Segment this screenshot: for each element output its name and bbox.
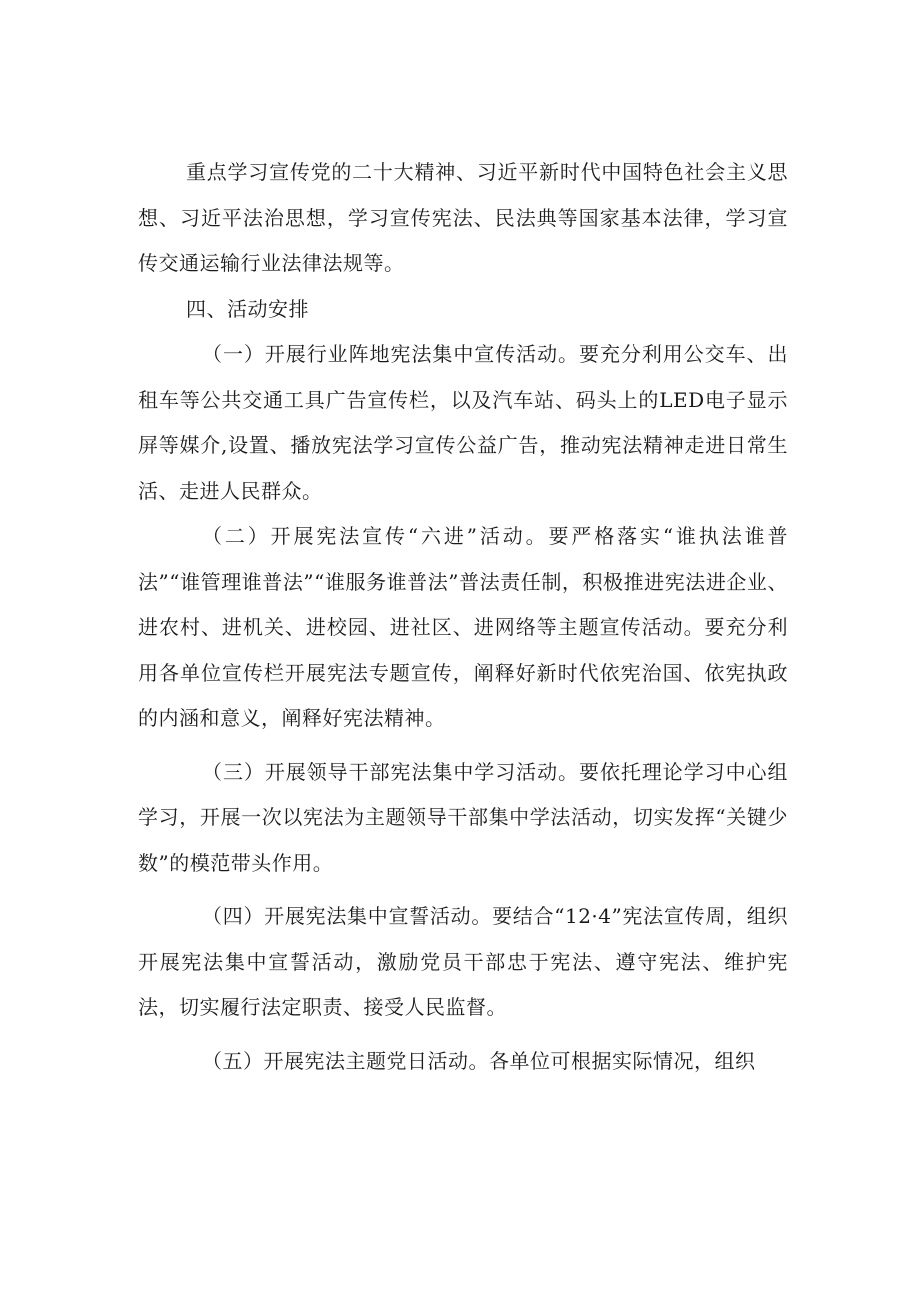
paragraph-activity-5: （五）开展宪法主题党日活动。各单位可根据实际情况，组织 (202, 1048, 756, 1073)
paragraph-activity-4: （四）开展宪法集中宣誓活动。要结合“12·4”宪法宣传周，组织开展宪法集中宣誓活动，激励党员干部忠于宪法、遵守宪法、维护宪法，切实履行法定职责、接受人民监督。 (138, 904, 788, 1019)
section-heading-activities: 四、活动安排 (186, 296, 309, 321)
paragraph-activity-3: （三）开展领导干部宪法集中学习活动。要依托理论学习中心组学习，开展一次以宪法为主题领导干部集中学法活动，切实发挥“关键少数”的模范带头作用。 (138, 759, 788, 875)
paragraph-activity-2: （二）开展宪法宣传“六进”活动。要严格落实“谁执法谁普法”“谁管理谁普法”“谁服务谁普法”普法责任制，积极推进宪法进企业、进农村、进机关、进校园、进社区、进网络等主题宣传活动。要充分利用各单位宣传栏开展宪法专题宣传，阐释好新时代依宪治国、依宪执政的内涵和意义，阐释好宪法精神。 (138, 524, 788, 730)
document-body (138, 150, 788, 1084)
paragraph-study-content: 重点学习宣传党的二十大精神、习近平新时代中国特色社会主义思想、习近平法治思想，学习宣传宪法、民法典等国家基本法律，学习宣传交通运输行业法律法规等。 (138, 160, 788, 275)
paragraph-activity-1: （一）开展行业阵地宪法集中宣传活动。要充分利用公交车、出租车等公共交通工具广告宣传栏，以及汽车站、码头上的LED电子显示屏等媒介,设置、播放宪法学习宣传公益广告，推动宪法精神走进日常生活、走进人民群众。 (138, 342, 788, 503)
